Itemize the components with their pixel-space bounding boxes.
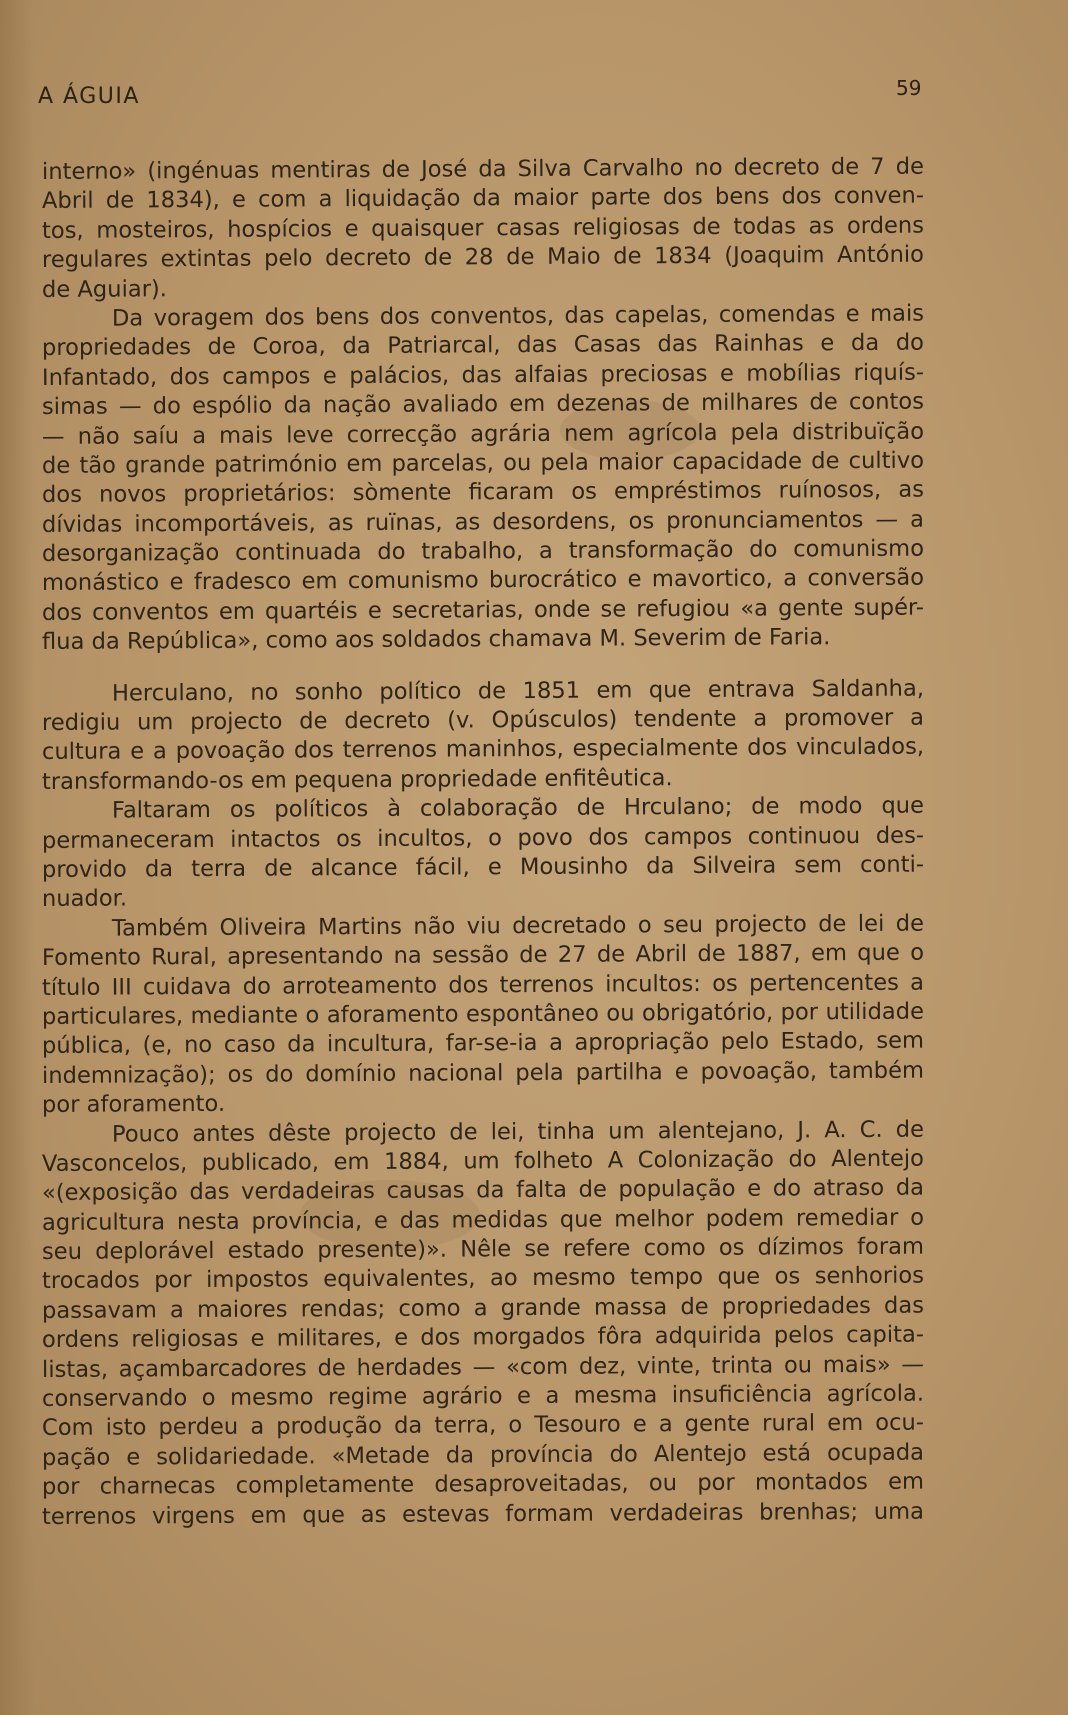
text-line: listas, açambarcadores de herdades — «com dez, vinte, trinta ou mais» — [41,1351,925,1383]
text-line: de Aguiar). [41,275,168,303]
text-line: Também Oliveira Martins não viu decretado o seu projecto de lei de [111,910,925,942]
text-line: transformando-os em pequena propriedade enfitêutica. [41,764,673,795]
text-line: conservando o mesmo regime agrário e a mesma insuficiência agrícola. [41,1380,925,1413]
text-line: — não saíu a mais leve correcção agrária nem agrícola pela distribuïção [41,418,925,450]
text-line: simas — do espólio da nação avaliado em dezenas de milhares de contos [41,388,925,421]
text-line: por charnecas completamente desaproveitadas, ou por montados em [41,1468,925,1501]
text-line: regulares extintas pelo decreto de 28 de Maio de 1834 (Joaquim António [41,241,925,274]
text-line: «(exposição das verdadeiras causas da falta de população e do atraso da [41,1174,925,1207]
page-edge-shadow [0,0,34,1715]
text-line: terrenos virgens em que as estevas formam verdadeiras brenhas; uma [41,1498,925,1530]
text-line: permaneceram intactos os incultos, o povo dos campos continuou des- [41,822,925,854]
text-line: cultura e a povoação dos terrenos maninhos, especialmente dos vinculados, [41,734,925,766]
text-line: Abril de 1834), e com a liquidação da maior parte dos bens dos conven- [41,183,925,215]
text-line: Com isto perdeu a produção da terra, o Tesouro e a gente rural em ocu- [41,1410,925,1442]
text-line: flua da República», como aos soldados chamava M. Severim de Faria. [41,624,831,656]
text-line: trocados por impostos equivalentes, ao mesmo tempo que os senhorios [41,1263,925,1295]
text-line: passavam a maiores rendas; como a grande massa de propriedades das [41,1292,925,1324]
page-number: 59 [896,76,922,100]
running-head: A ÁGUIA [38,84,140,109]
text-line: Vasconcelos, publicado, em 1884, um folheto A Colonização do Alentejo [41,1145,925,1177]
text-line: Pouco antes dêste projecto de lei, tinha um alentejano, J. A. C. de [111,1116,925,1148]
text-line: dívidas incomportáveis, as ruïnas, as desordens, os pronunciamentos — a [41,506,925,538]
text-line: Fomento Rural, apresentando na sessão de 27 de Abril de 1887, em que o [41,939,925,972]
text-line: Da voragem dos bens dos conventos, das capelas, comendas e mais [111,300,925,332]
text-line: particulares, mediante o aforamento espontâneo ou obrigatório, por utilidade [41,998,925,1030]
text-line: interno» (ingénuas mentiras de José da Silva Carvalho no decreto de 7 de [41,153,925,185]
text-line: redigiu um projecto de decreto (v. Opúsculos) tendente a promover a [41,704,925,737]
text-line: nuador. [41,885,128,913]
text-line: monástico e fradesco em comunismo burocrático e mavortico, a conversão [41,565,925,597]
text-line: título III cuidava do arroteamento dos terrenos incultos: os pertencentes a [41,969,925,1001]
text-line: Infantado, dos campos e palácios, das alfaias preciosas e mobílias riquís- [41,359,925,391]
text-line: tos, mosteiros, hospícios e quaisquer casas religiosas de todas as ordens [41,212,925,244]
text-line: dos novos proprietários: sòmente ficaram os empréstimos ruínosos, as [41,476,925,509]
text-line: seu deplorável estado presente)». Nêle se refere como os dízimos foram [41,1233,925,1266]
text-line: Herculano, no sonho político de 1851 em que entrava Saldanha, [111,675,925,707]
text-line: por aforamento. [41,1090,226,1119]
text-line: pação e solidariedade. «Metade da província do Alentejo está ocupada [41,1439,925,1471]
text-line: dos conventos em quartéis e secretarias, onde se refugiou «a gente supér- [41,594,925,626]
text-line: provido da terra de alcance fácil, e Mousinho da Silveira sem conti- [41,851,925,883]
text-line: Faltaram os políticos à colaboração de Hrculano; de modo que [111,792,925,824]
text-line: pública, (e, no caso da incultura, far-se-ia a apropriação pelo Estado, sem [41,1027,925,1060]
text-line: agricultura nesta província, e das medidas que melhor podem remediar o [41,1204,925,1236]
text-line: de tão grande património em parcelas, ou pela maior capacidade de cultivo [41,447,925,479]
text-line: desorganização continuada do trabalho, a transformação do comunismo [41,535,925,568]
text-line: indemnização); os do domínio nacional pela partilha e povoação, também [41,1057,925,1089]
body-text [41,153,925,1532]
text-line: propriedades de Coroa, da Patriarcal, das Casas das Rainhas e da do [41,329,925,362]
text-line: ordens religiosas e militares, e dos morgados fôra adquirida pelos capita- [41,1321,925,1354]
